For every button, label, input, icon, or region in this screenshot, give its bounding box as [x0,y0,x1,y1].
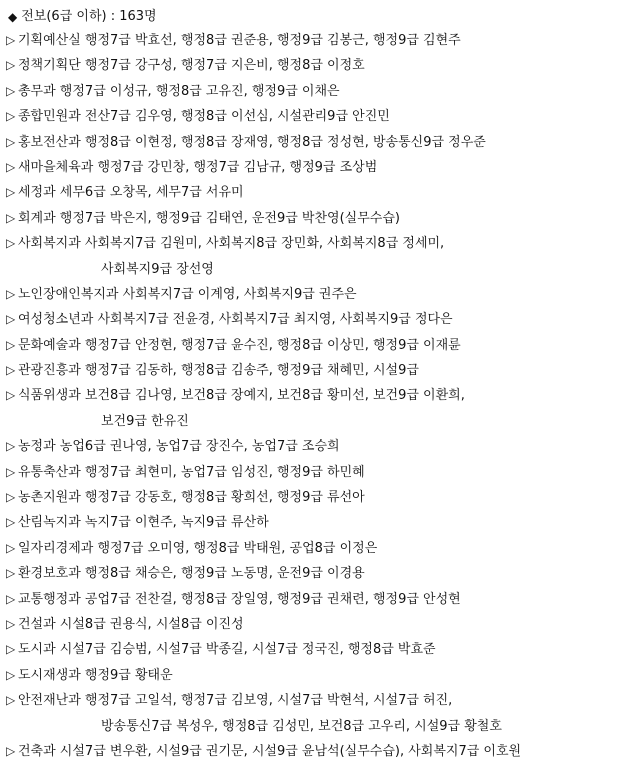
item-line [6,282,629,307]
item-line [6,561,629,586]
transfer-list [6,28,629,764]
transfer-list-item [6,561,629,586]
item-text: 식품위생과 보건8급 김나영, 보건8급 장예지, 보건8급 황미선, 보건9급 이환희, [18,388,465,404]
triangle-marker-icon: ▷ [6,464,16,479]
item-line [6,307,629,332]
transfer-list-item [6,536,629,561]
triangle-marker-icon: ▷ [6,388,16,403]
item-text: 관광진흥과 행정7급 김동하, 행정8급 김송주, 행정9급 채혜민, 시설9급 [18,363,419,379]
transfer-list-item [6,155,629,180]
item-line [6,358,629,383]
transfer-list-item [6,485,629,510]
item-text: 안전재난과 행정7급 고일석, 행정7급 김보영, 시설7급 박현석, 시설7급 허진, [18,693,453,709]
triangle-marker-icon: ▷ [6,286,16,301]
item-text: 사회복지과 사회복지7급 김원미, 사회복지8급 장민화, 사회복지8급 정세미, [18,236,445,252]
triangle-marker-icon: ▷ [6,566,16,581]
item-text: 건축과 시설7급 변우환, 시설9급 권기문, 시설9급 윤남석(실무수습), 사회복지7급 이호원 [18,743,522,759]
item-text: 세정과 세무6급 오창목, 세무7급 서유미 [18,185,244,201]
triangle-marker-icon: ▷ [6,591,16,606]
item-text: 농촌지원과 행정7급 강동호, 행정8급 황희선, 행정9급 류선아 [18,490,365,506]
triangle-marker-icon: ▷ [6,185,16,200]
transfer-list-item [6,53,629,78]
item-text: 종합민원과 전산7급 김우영, 행정8급 이선심, 시설관리9급 안진민 [18,109,390,125]
triangle-marker-icon: ▷ [6,439,16,454]
transfer-list-item [6,358,629,383]
item-line [6,231,629,256]
item-text: 홍보전산과 행정8급 이현정, 행정8급 장재영, 행정8급 정성현, 방송통신9급 정우준 [18,134,486,150]
triangle-marker-icon: ▷ [6,693,16,708]
transfer-list-item [6,231,629,282]
item-text: 환경보호과 행정8급 채승은, 행정9급 노동명, 운전9급 이경용 [18,566,365,582]
item-text: 일자리경제과 행정7급 오미영, 행정8급 박태원, 공업8급 이정은 [18,540,378,556]
item-line [6,536,629,561]
triangle-marker-icon: ▷ [6,33,16,47]
transfer-list-item [6,663,629,688]
item-line [6,206,629,231]
triangle-marker-icon: ▷ [6,515,16,530]
triangle-marker-icon: ▷ [6,236,16,251]
triangle-marker-icon: ▷ [6,83,16,98]
item-text: 문화예술과 행정7급 안정현, 행정7급 윤수진, 행정8급 이상민, 행정9급 이재륜 [18,337,461,353]
transfer-list-item [6,612,629,637]
item-text: 방송통신7급 복성우, 행정8급 김성민, 보건8급 고우리, 시설9급 황철호 [101,718,502,734]
triangle-marker-icon: ▷ [6,312,16,327]
triangle-marker-icon: ▷ [6,540,16,555]
item-line [6,79,629,104]
transfer-list-item [6,180,629,205]
transfer-list-item [6,637,629,662]
transfer-list-item [6,434,629,459]
item-line [6,637,629,662]
transfer-list-item [6,460,629,485]
triangle-marker-icon: ▷ [6,490,16,505]
item-text: 회계과 행정7급 박은지, 행정9급 김태연, 운전9급 박찬영(실무수습) [18,210,400,226]
item-text: 산림녹지과 녹지7급 이현주, 녹지9급 류산하 [18,515,269,531]
transfer-list-item [6,383,629,434]
item-line [6,612,629,637]
transfer-list-item [6,739,629,764]
triangle-marker-icon: ▷ [6,616,16,631]
transfer-list-item [6,587,629,612]
item-text: 정책기획단 행정7급 강구성, 행정7급 지은비, 행정8급 이정호 [18,58,365,74]
item-continuation-line [6,409,629,434]
item-text: 노인장애인복지과 사회복지7급 이계영, 사회복지9급 권주은 [18,286,357,302]
transfer-list-item [6,333,629,358]
item-text: 도시재생과 행정9급 황태운 [18,667,173,683]
transfer-list-item [6,206,629,231]
triangle-marker-icon: ▷ [6,743,16,758]
section-title: 전보(6급 이하) : 163명 [21,9,157,24]
transfer-list-item [6,130,629,155]
item-continuation-line [6,257,629,282]
item-line [6,485,629,510]
transfer-list-item [6,28,629,53]
item-line [6,333,629,358]
triangle-marker-icon: ▷ [6,363,16,378]
triangle-marker-icon: ▷ [6,337,16,352]
transfer-list-item [6,282,629,307]
item-line [6,104,629,129]
item-line [6,510,629,535]
item-line [6,434,629,459]
item-line [6,739,629,764]
diamond-bullet-icon: ◆ [8,10,18,24]
item-line [6,688,629,713]
triangle-marker-icon: ▷ [6,134,16,149]
item-line [6,130,629,155]
transfer-list-item [6,688,629,739]
section-header [6,6,629,28]
transfer-list-item [6,510,629,535]
item-text: 교통행정과 공업7급 전찬걸, 행정8급 장일영, 행정9급 권채련, 행정9급 안성현 [18,591,461,607]
transfer-list-item [6,307,629,332]
item-line [6,155,629,180]
item-text: 건설과 시설8급 권용식, 시설8급 이진성 [18,616,244,632]
triangle-marker-icon: ▷ [6,109,16,124]
triangle-marker-icon: ▷ [6,642,16,657]
item-line [6,383,629,408]
item-line [6,28,629,53]
item-text: 보건9급 한유진 [101,413,189,429]
item-text: 새마을체육과 행정7급 강민창, 행정7급 김남규, 행정9급 조상범 [18,159,378,175]
item-text: 사회복지9급 장선영 [101,261,214,277]
item-line [6,587,629,612]
item-line [6,180,629,205]
transfer-list-item [6,104,629,129]
triangle-marker-icon: ▷ [6,159,16,174]
triangle-marker-icon: ▷ [6,210,16,225]
triangle-marker-icon: ▷ [6,667,16,682]
item-line [6,460,629,485]
item-continuation-line [6,714,629,739]
item-line [6,663,629,688]
item-text: 도시과 시설7급 김승범, 시설7급 박종길, 시설7급 정국진, 행정8급 박효준 [18,642,436,658]
item-text: 여성청소년과 사회복지7급 전윤경, 사회복지7급 최지영, 사회복지9급 정다은 [18,312,453,328]
item-text: 유통축산과 행정7급 최현미, 농업7급 임성진, 행정9급 하민혜 [18,464,365,480]
triangle-marker-icon: ▷ [6,58,16,73]
item-line [6,53,629,78]
transfer-list-item [6,79,629,104]
item-text: 농정과 농업6급 권나영, 농업7급 장진수, 농업7급 조승희 [18,439,340,455]
item-text: 기획예산실 행정7급 박효선, 행정8급 권준용, 행정9급 김봉근, 행정9급 김현주 [18,33,461,48]
item-text: 총무과 행정7급 이성규, 행정8급 고유진, 행정9급 이채은 [18,83,340,99]
